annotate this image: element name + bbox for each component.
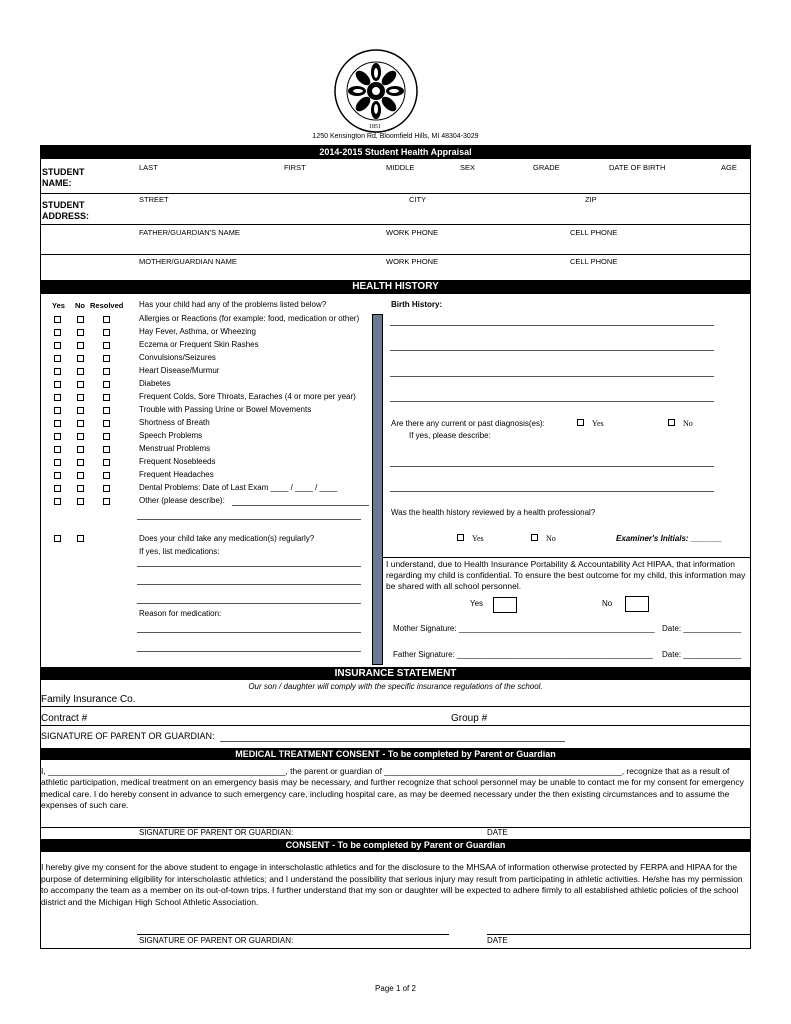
consent-title: CONSENT - To be completed by Parent or Guardian (40, 839, 751, 852)
problem-no-checkbox[interactable] (77, 368, 84, 375)
mother-date-line[interactable]: Date: _____________ (662, 624, 742, 633)
problem-no-checkbox[interactable] (77, 420, 84, 427)
problem-resolved-checkbox[interactable] (103, 407, 110, 414)
problem-yes-checkbox[interactable] (54, 472, 61, 479)
diagnosis-yes-label: Yes (592, 419, 604, 428)
field-mother-name: MOTHER/GUARDIAN NAME (139, 257, 237, 266)
field-father-cell: CELL PHONE (570, 228, 618, 237)
field-sex: SEX (460, 163, 476, 172)
group-label: Group # (451, 713, 488, 724)
problem-no-checkbox[interactable] (77, 433, 84, 440)
consent-signature: SIGNATURE OF PARENT OR GUARDIAN: (139, 936, 294, 945)
diagnosis-yes-checkbox[interactable] (577, 419, 584, 426)
medication-list-label: If yes, list medications: (139, 547, 220, 556)
diagnosis-describe-label: If yes, please describe: (409, 431, 491, 440)
problem-resolved-checkbox[interactable] (103, 485, 110, 492)
problem-label: Hay Fever, Asthma, or Wheezing (139, 327, 256, 336)
problem-label: Frequent Headaches (139, 470, 214, 479)
col-resolved: Resolved (90, 301, 124, 310)
hipaa-no-label: No (602, 599, 613, 608)
form-title: 2014-2015 Student Health Appraisal (40, 145, 751, 159)
hipaa-yes-box[interactable] (493, 597, 517, 613)
problem-label: Other (please describe): (139, 496, 225, 505)
problem-no-checkbox[interactable] (77, 394, 84, 401)
mother-signature-line[interactable]: Mother Signature: ____________________________________________ (393, 624, 655, 633)
problem-resolved-checkbox[interactable] (103, 498, 110, 505)
field-grade: GRADE (533, 163, 560, 172)
col-no: No (75, 301, 85, 310)
problem-yes-checkbox[interactable] (54, 342, 61, 349)
problem-label: Frequent Colds, Sore Throats, Earaches (4 or more per year) (139, 392, 356, 401)
reviewed-yes-label: Yes (472, 534, 484, 543)
col-yes: Yes (52, 301, 65, 310)
problem-no-checkbox[interactable] (77, 446, 84, 453)
medical-consent-date: DATE (487, 828, 508, 837)
examiner-initials[interactable]: Examiner's Initials: _______ (616, 534, 722, 543)
field-father-work: WORK PHONE (386, 228, 439, 237)
problem-no-checkbox[interactable] (77, 485, 84, 492)
problem-resolved-checkbox[interactable] (103, 381, 110, 388)
field-dob: DATE OF BIRTH (609, 163, 666, 172)
insurance-title: INSURANCE STATEMENT (40, 667, 751, 680)
medication-yes-checkbox[interactable] (54, 535, 61, 542)
problem-yes-checkbox[interactable] (54, 446, 61, 453)
field-father-name: FATHER/GUARDIAN'S NAME (139, 228, 240, 237)
problem-yes-checkbox[interactable] (54, 498, 61, 505)
problem-resolved-checkbox[interactable] (103, 472, 110, 479)
problem-no-checkbox[interactable] (77, 316, 84, 323)
problem-label: Convulsions/Seizures (139, 353, 216, 362)
problem-resolved-checkbox[interactable] (103, 459, 110, 466)
problem-yes-checkbox[interactable] (54, 433, 61, 440)
birth-history-label: Birth History: (391, 300, 443, 309)
problem-no-checkbox[interactable] (77, 407, 84, 414)
problem-yes-checkbox[interactable] (54, 368, 61, 375)
contract-label: Contract # (41, 713, 88, 724)
field-mother-work: WORK PHONE (386, 257, 439, 266)
student-address-label: STUDENT ADDRESS: (42, 200, 90, 221)
problem-resolved-checkbox[interactable] (103, 355, 110, 362)
problem-resolved-checkbox[interactable] (103, 446, 110, 453)
problem-no-checkbox[interactable] (77, 472, 84, 479)
problem-yes-checkbox[interactable] (54, 329, 61, 336)
problem-resolved-checkbox[interactable] (103, 342, 110, 349)
problem-no-checkbox[interactable] (77, 498, 84, 505)
problem-label: Frequent Nosebleeds (139, 457, 216, 466)
reviewed-yes-checkbox[interactable] (457, 534, 464, 541)
problem-resolved-checkbox[interactable] (103, 316, 110, 323)
father-date-line[interactable]: Date: _____________ (662, 650, 742, 659)
hipaa-yes-label: Yes (470, 599, 484, 608)
problem-no-checkbox[interactable] (77, 329, 84, 336)
reviewed-question: Was the health history reviewed by a health professional? (391, 508, 596, 517)
diagnosis-no-label: No (683, 419, 693, 428)
field-street: STREET (139, 195, 169, 204)
problem-no-checkbox[interactable] (77, 355, 84, 362)
problem-yes-checkbox[interactable] (54, 407, 61, 414)
problem-no-checkbox[interactable] (77, 381, 84, 388)
problem-yes-checkbox[interactable] (54, 355, 61, 362)
page-number: Page 1 of 2 (375, 984, 416, 993)
problem-label: Speech Problems (139, 431, 203, 440)
field-age: AGE (721, 163, 737, 172)
problem-resolved-checkbox[interactable] (103, 394, 110, 401)
field-city: CITY (409, 195, 427, 204)
father-signature-line[interactable]: Father Signature: ____________________________________________ (393, 650, 653, 659)
problems-question: Has your child had any of the problems listed below? (139, 300, 327, 309)
medication-no-checkbox[interactable] (77, 535, 84, 542)
problem-label: Allergies or Reactions (for example: food, medication or other) (139, 314, 360, 323)
address-line: 1250 Kensington Rd, Bloomfield Hills, MI 48304-3029 (312, 133, 479, 140)
family-insurance-label: Family Insurance Co. (41, 694, 136, 705)
problem-resolved-checkbox[interactable] (103, 329, 110, 336)
problem-no-checkbox[interactable] (77, 342, 84, 349)
problem-label: Trouble with Passing Urine or Bowel Movements (139, 405, 312, 414)
problem-label: Menstrual Problems (139, 444, 211, 453)
hipaa-text: I understand, due to Health Insurance Portability & Accountability Act HIPAA, that information regarding my child is confidential. To ensure the best outcome for my child, this information may be shared with all school personnel. (386, 559, 746, 591)
problem-label: Dental Problems: Date of Last Exam ____ / ____ / ____ (139, 483, 338, 492)
problem-label: Diabetes (139, 379, 171, 388)
diagnosis-question: Are there any current or past diagnosis(es): (391, 419, 545, 428)
problem-label: Shortness of Breath (139, 418, 210, 427)
field-first: FIRST (284, 163, 306, 172)
medication-question: Does your child take any medication(s) regularly? (139, 534, 315, 543)
consent-date: DATE (487, 936, 508, 945)
consent-body: I hereby give my consent for the above student to engage in interscholastic athletics and for the disclosure to the MHSAA of information otherwise protected by FERPA and HIPAA for the purpose of determining eligibility for interscholastic athletics; and I understand the possibility that serious injury may result from participating in athletic activities. He/she has my permission to accompany the team as a member on its out-of-town trips. I further understand that my son or daughter will be expected to adhere firmly to all established athletic policies of the school district and the Michigan High School Athletic Association. (41, 862, 743, 907)
medical-consent-body: athletic participation, medical treatment on an emergency basis may be necessary, and further recognize that school personnel may be unable to contact me for my consent for emergency medical care. I do hereby consent in advance to such emergency care, including hospital care, as may be deemed necessary under the then existing circumstances and to assume the expenses of such care. (41, 777, 744, 810)
field-last: LAST (139, 163, 158, 172)
school-seal (333, 48, 419, 134)
problem-yes-checkbox[interactable] (54, 394, 61, 401)
problem-yes-checkbox[interactable] (54, 316, 61, 323)
diagnosis-no-checkbox[interactable] (668, 419, 675, 426)
field-middle: MIDDLE (386, 163, 415, 172)
insurance-statement: Our son / daughter will comply with the specific insurance regulations of the school. (248, 682, 543, 691)
problem-label: Heart Disease/Murmur (139, 366, 220, 375)
medical-consent-title: MEDICAL TREATMENT CONSENT - To be completed by Parent or Guardian (40, 748, 751, 760)
reviewed-no-checkbox[interactable] (531, 534, 538, 541)
reviewed-no-label: No (546, 534, 556, 543)
hipaa-no-box[interactable] (625, 596, 649, 612)
problem-yes-checkbox[interactable] (54, 420, 61, 427)
medication-reason-label: Reason for medication: (139, 609, 222, 618)
problem-resolved-checkbox[interactable] (103, 433, 110, 440)
problem-yes-checkbox[interactable] (54, 459, 61, 466)
medical-consent-line1[interactable]: I, ___________________________________________________, the parent or guardian of ___________________________________________________, recognize that as a result of (41, 766, 730, 776)
problem-no-checkbox[interactable] (77, 459, 84, 466)
medical-consent-signature: SIGNATURE OF PARENT OR GUARDIAN: (139, 828, 294, 837)
student-name-label: STUDENT NAME: (42, 167, 85, 188)
problem-resolved-checkbox[interactable] (103, 420, 110, 427)
field-mother-cell: CELL PHONE (570, 257, 618, 266)
problem-label: Eczema or Frequent Skin Rashes (139, 340, 259, 349)
column-divider (372, 314, 383, 665)
health-history-title: HEALTH HISTORY (40, 280, 751, 294)
problem-yes-checkbox[interactable] (54, 381, 61, 388)
insurance-signature-label: SIGNATURE OF PARENT OR GUARDIAN: (41, 731, 215, 741)
problem-resolved-checkbox[interactable] (103, 368, 110, 375)
problem-yes-checkbox[interactable] (54, 485, 61, 492)
seal-year: 1851 (369, 124, 381, 130)
field-zip: ZIP (585, 195, 597, 204)
